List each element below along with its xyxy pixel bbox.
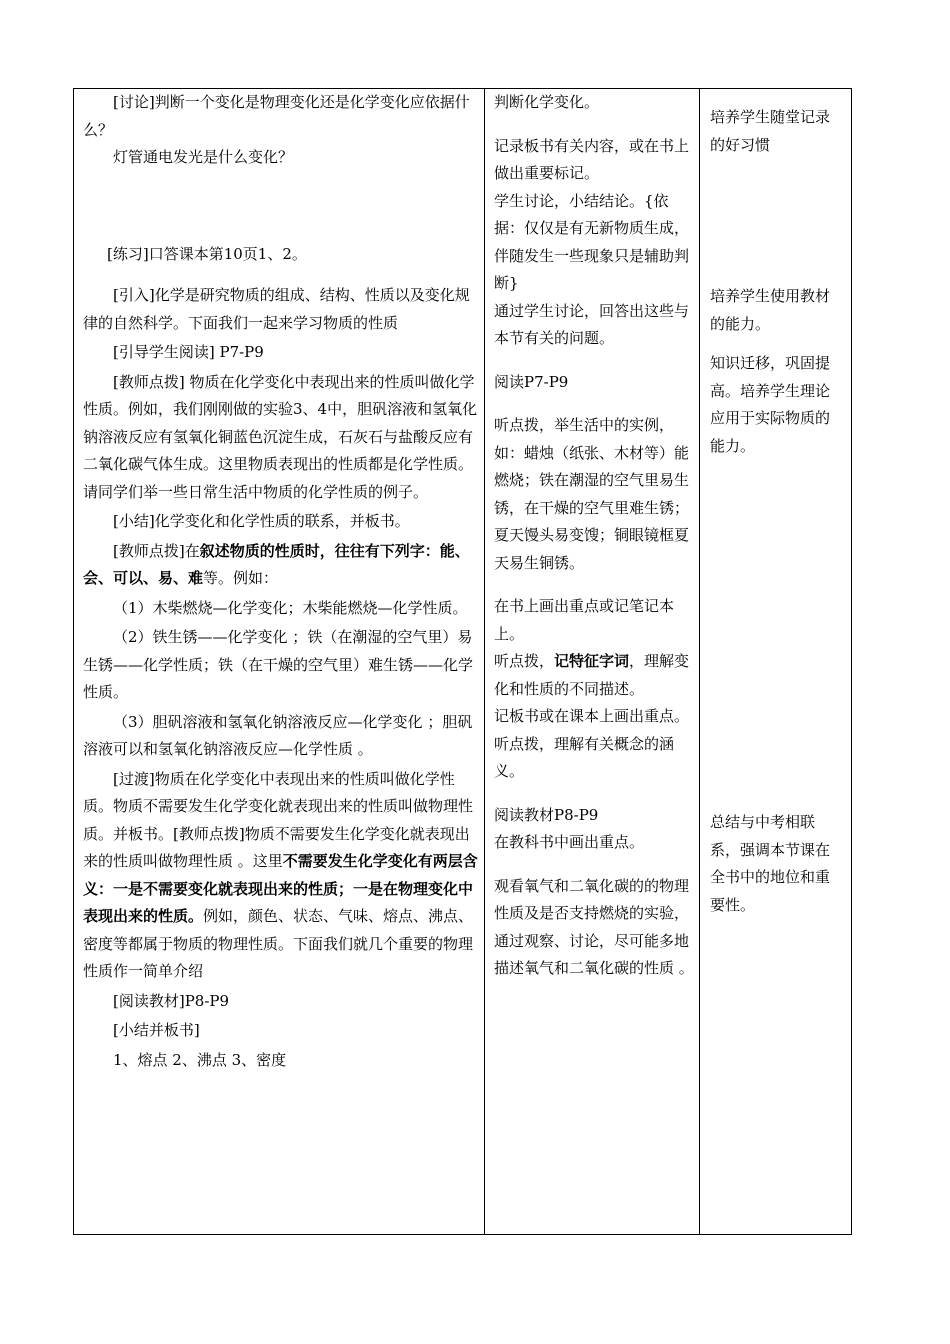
student-activity-4: 通过学生讨论，回答出这些与本节有关的问题。	[494, 301, 690, 347]
point2-bold: 叙述物质的性质时，往往有下列字：能、会、可以、易、难	[83, 541, 470, 587]
transition-pre: [过渡]物质在化学变化中表现出来的性质叫做化学性质。物质不需要发生化学变化就表现出来的性质叫做物理性质。并板书。[教师点拨]物质不需要发生化学变化就表现出来的性质叫做物理性质 。这里	[83, 769, 474, 870]
a8-post: ，理解变化和性质的不同描述。	[494, 652, 690, 698]
student-activity-11: 阅读教材P8-P9	[494, 805, 599, 824]
column-divider	[699, 89, 700, 1234]
student-activity-8	[494, 648, 694, 703]
student-activity-2: 记录板书有关内容，或在书上做出重要标记。	[494, 136, 690, 182]
point2-pre: [教师点拨]在	[113, 541, 200, 560]
intent-4: 总结与中考相联系，强调本节课在全书中的地位和重要性。	[710, 813, 831, 914]
example-2: （2）铁生锈——化学变化 ；铁（在潮湿的空气里）易生锈——化学性质；铁（在干燥的空气里）难生锈——化学性质。	[83, 628, 474, 701]
discuss-label: [讨论]	[113, 93, 155, 111]
intent-2: 培养学生使用教材的能力。	[710, 287, 831, 333]
student-activity-column	[494, 89, 694, 983]
student-activity-6: 听点拨，举生活中的实例，如：蜡烛（纸张、木材等）能燃烧；铁在潮湿的空气里易生锈，在干燥的空气里难生锈；夏天馒头易变馊；铜眼镜框夏天易生铜锈。	[494, 416, 690, 572]
intent-3: 知识迁移，巩固提高。培养学生理论应用于实际物质的能力。	[710, 354, 831, 455]
a8-bold: 记特征字词	[554, 652, 630, 670]
transition-paragraph	[83, 766, 479, 986]
example-1: （1）木柴燃烧—化学变化；木柴能燃烧—化学性质。	[113, 598, 468, 617]
intent-1: 培养学生随堂记录的好习惯	[710, 108, 831, 154]
teacher-activity-column	[83, 89, 479, 1074]
teacher-point-2	[83, 538, 479, 593]
point2-post: 等。例如：	[203, 569, 279, 587]
property-list: 1、熔点 2、沸点 3、密度	[113, 1050, 287, 1069]
lamp-question: 灯管通电发光是什么变化？	[113, 148, 294, 166]
practice-paragraph: [练习]口答课本第10页1、2。	[107, 244, 307, 263]
guide-reading: [引导学生阅读] P7-P9	[113, 343, 264, 361]
summary-2: [小结并板书]	[113, 1021, 200, 1039]
intro-paragraph: [引入]化学是研究物质的组成、结构、性质以及变化规律的自然科学。下面我们一起来学习物质的性质	[83, 286, 470, 332]
summary-1: [小结]化学变化和化学性质的联系，并板书。	[113, 512, 410, 530]
student-activity-7: 在书上画出重点或记笔记本上。	[494, 597, 675, 643]
lesson-table	[73, 88, 852, 1235]
student-activity-9: 记板书或在课本上画出重点。	[494, 707, 690, 725]
ask-examples: 请同学们举一些日常生活中物质的化学性质的例子。	[83, 482, 429, 501]
teacher-point-1: [教师点拨] 物质在化学变化中表现出来的性质叫做化学性质。例如，我们刚刚做的实验3、4中，胆矾溶液和氢氧化钠溶液反应有氢氧化铜蓝色沉淀生成，石灰石与盐酸反应有二氧化碳气体生成。这里物质表现出的性质都是化学性质。	[83, 372, 478, 473]
student-activity-13: 观看氧气和二氧化碳的的物理性质及是否支持燃烧的实验，通过观察、讨论，尽可能多地描述氧气和二氧化碳的性质 。	[494, 876, 694, 977]
student-activity-12: 在教科书中画出重点。	[494, 833, 645, 851]
student-activity-10: 听点拨，理解有关概念的涵义。	[494, 734, 675, 780]
column-divider	[484, 89, 485, 1234]
a8-pre: 听点拨，	[494, 652, 555, 670]
student-activity-3: 学生讨论，小结结论。{依据：仅仅是有无新物质生成，伴随发生一些现象只是辅助判断}	[494, 191, 690, 292]
read-textbook: [阅读教材]P8-P9	[113, 991, 230, 1010]
transition-bold: 不需要发生化学变化有两层含义：一是不需要变化就表现出来的性质；一是在物理变化中表现出来的性质。	[83, 852, 478, 925]
transition-post: 例如，颜色、状态、气味、熔点、沸点、密度等都属于物质的物理性质。下面我们就几个重要的物理性质作一简单介绍	[83, 907, 474, 980]
example-3: （3）胆矾溶液和氢氧化钠溶液反应—化学变化 ；胆矾溶液可以和氢氧化钠溶液反应—化学性质 。	[83, 712, 473, 758]
discussion-paragraph	[83, 89, 479, 144]
design-intent-column	[710, 89, 840, 919]
discuss-text: 判断一个变化是物理变化还是化学变化应依据什么？	[83, 93, 470, 139]
student-activity-5: 阅读P7-P9	[494, 372, 569, 391]
student-activity-1: 判断化学变化。	[494, 93, 600, 111]
